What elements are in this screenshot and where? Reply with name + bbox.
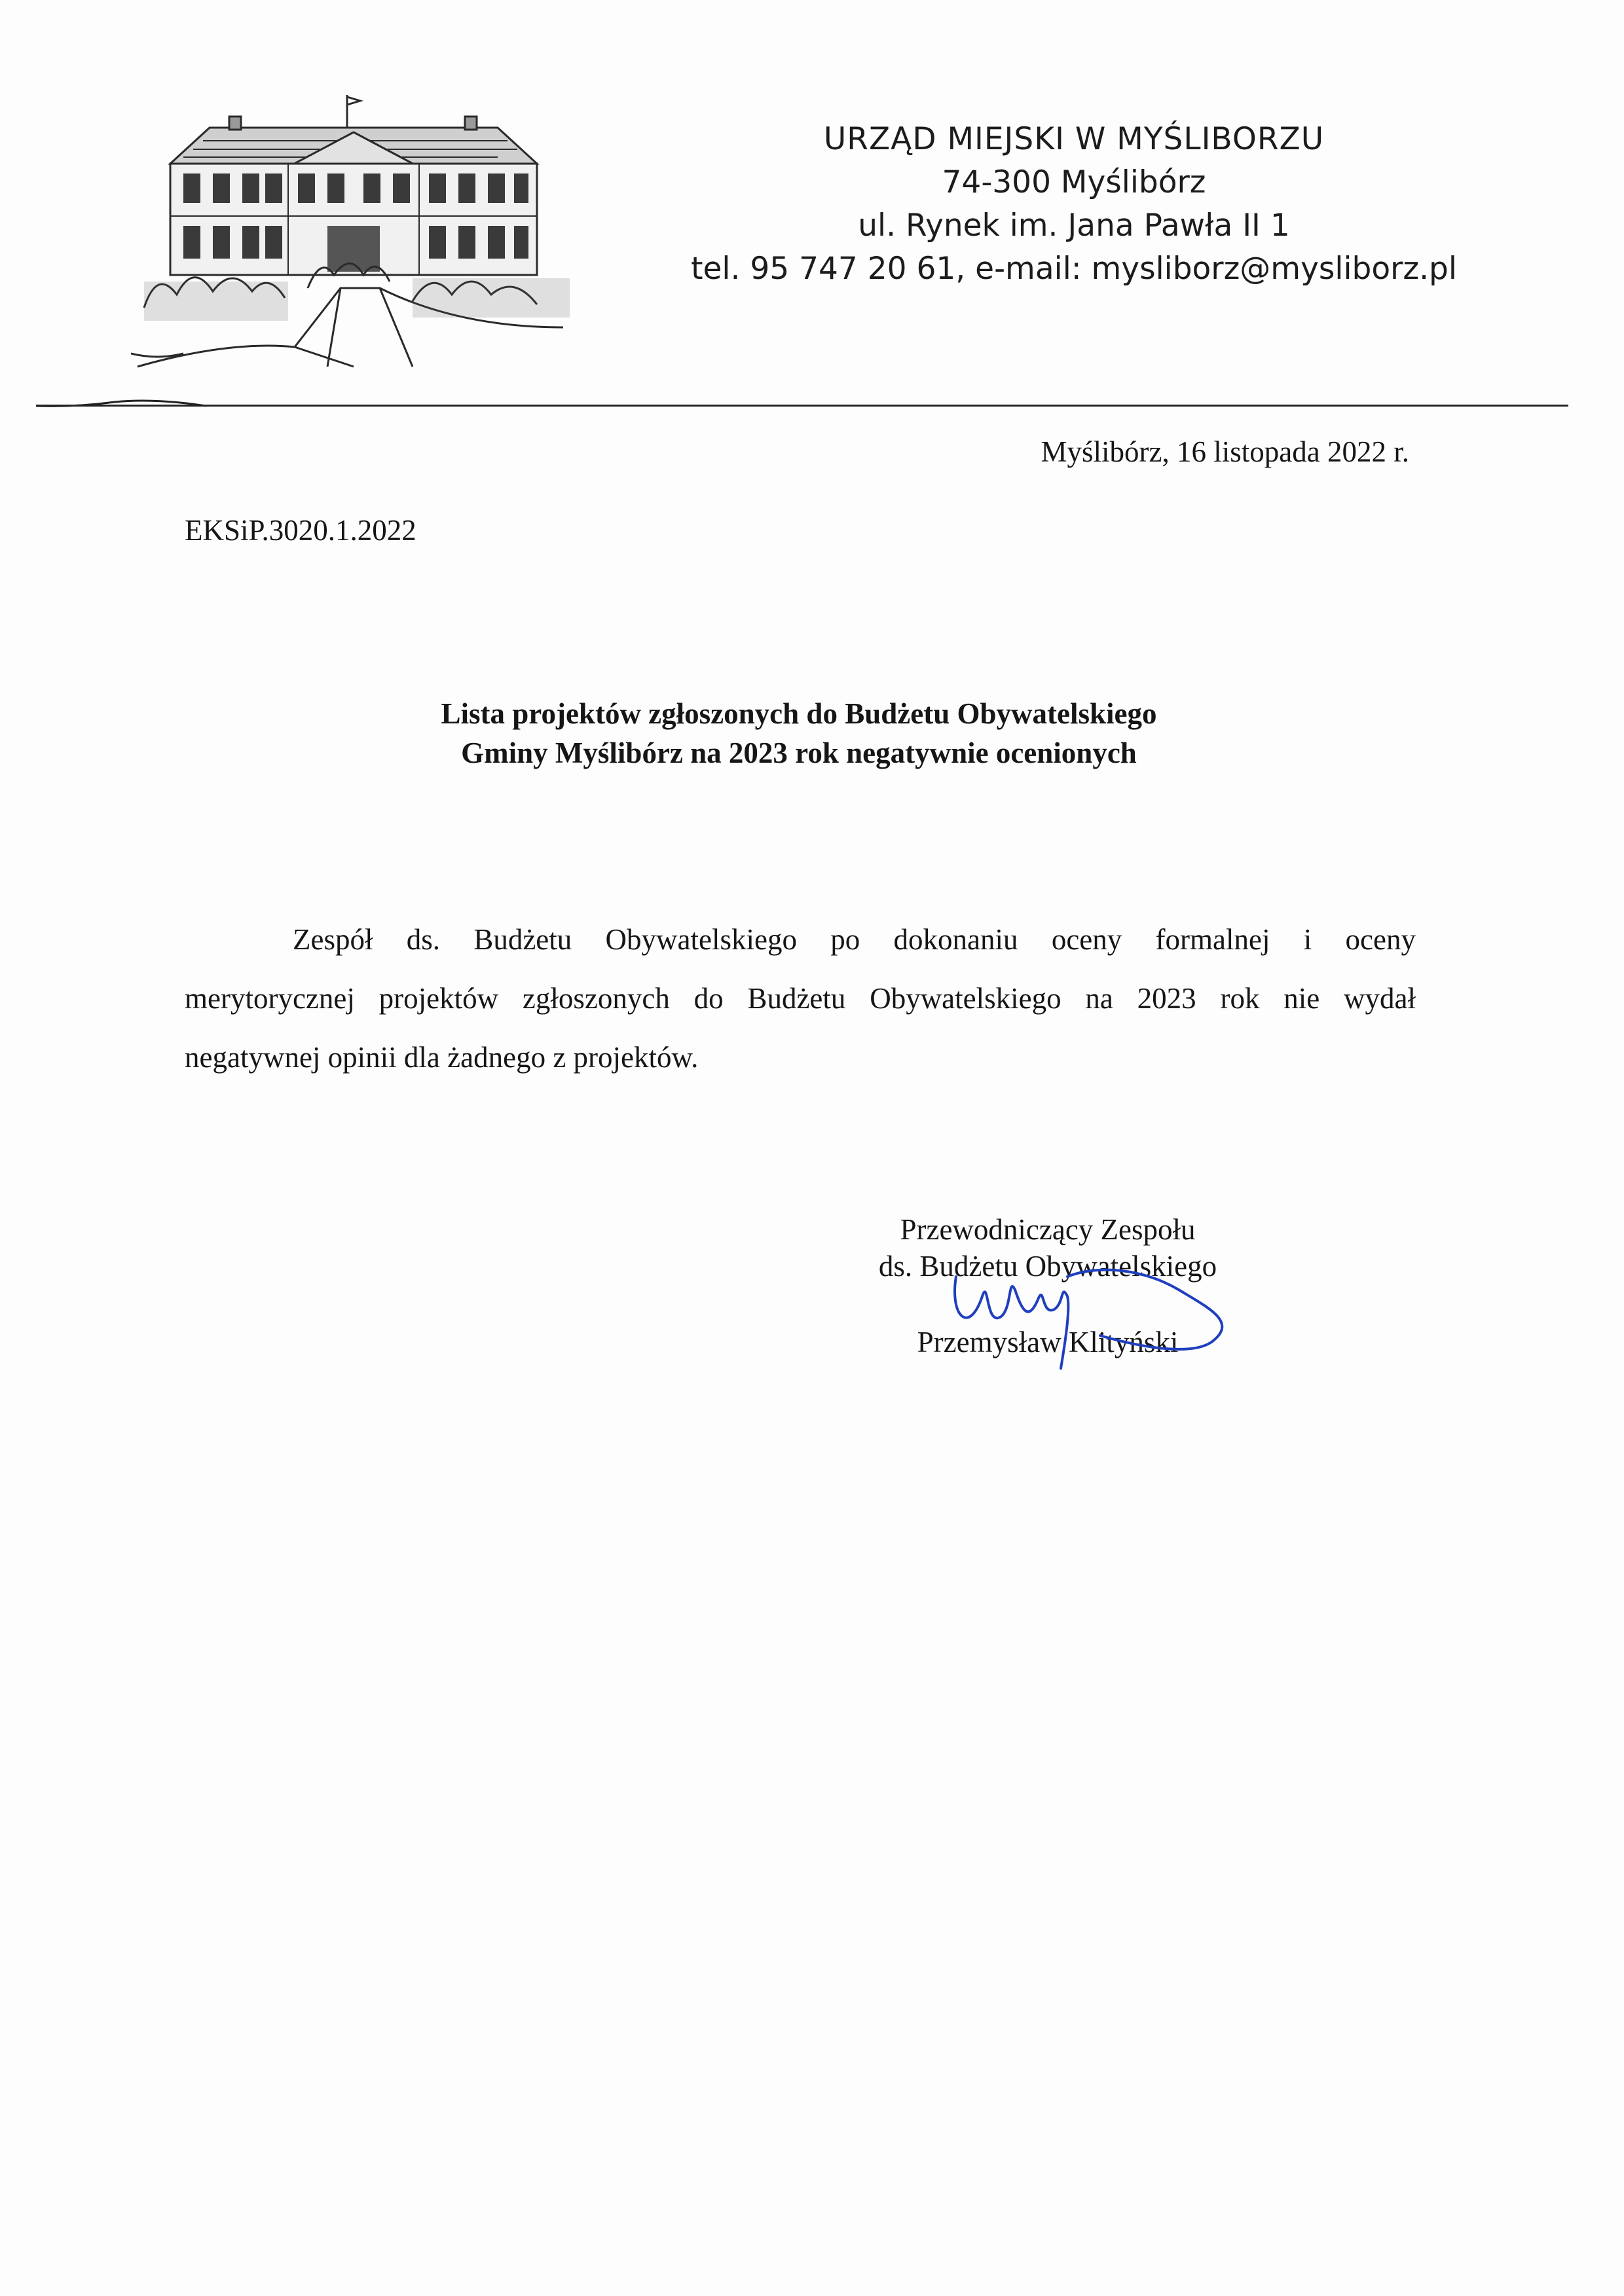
signature-role-line-2: ds. Budżetu Obywatelskiego (878, 1250, 1217, 1283)
body-line-2: merytorycznej projektów zgłoszonych do Budżetu Obywatelskiego na 2023 rok nie wydał (185, 982, 1416, 1015)
organization-street: ul. Rynek im. Jana Pawła II 1 (858, 208, 1290, 244)
reference-number: EKSiP.3020.1.2022 (185, 514, 416, 547)
body-line-3: negatywnej opinii dla żadnego z projektów. (185, 1041, 699, 1074)
signature-block (851, 1211, 1244, 1360)
header-divider-flourish (36, 399, 206, 412)
organization-postal: 74-300 Myślibórz (942, 164, 1206, 200)
organization-header (681, 118, 1467, 291)
signature-role-line-1: Przewodniczący Zespołu (900, 1213, 1196, 1246)
signatory-name: Przemysław Klityński (917, 1326, 1179, 1358)
organization-contact: tel. 95 747 20 61, e-mail: mysliborz@mysliborz.pl (691, 251, 1457, 287)
town-hall-drawing-icon (131, 92, 583, 373)
body-line-1: Zespół ds. Budżetu Obywatelskiego po dokonaniu oceny formalnej i oceny (293, 923, 1416, 956)
body-paragraph (185, 910, 1416, 1087)
organization-name: URZĄD MIEJSKI W MYŚLIBORZU (823, 121, 1325, 157)
document-title (196, 694, 1401, 773)
title-line-1: Lista projektów zgłoszonych do Budżetu Obywatelskiego (441, 697, 1157, 730)
header-divider (36, 405, 1568, 407)
title-line-2: Gminy Myślibórz na 2023 rok negatywnie ocenionych (461, 737, 1137, 769)
document-date: Myślibórz, 16 listopada 2022 r. (1041, 435, 1409, 468)
